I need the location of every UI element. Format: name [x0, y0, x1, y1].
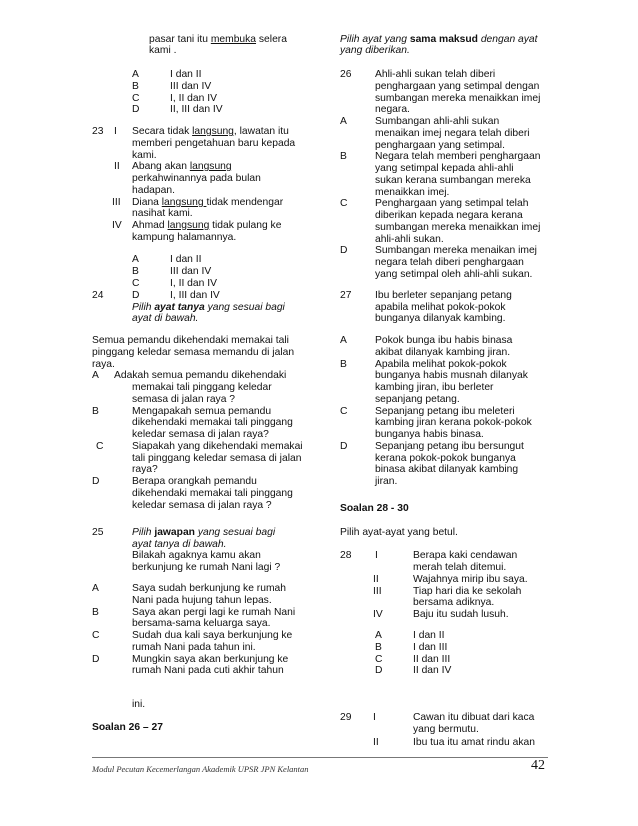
q25-option-letter: B	[92, 607, 99, 618]
q26-option-letter: C	[340, 198, 348, 209]
q25-instr-text: Pilih	[132, 527, 155, 538]
q28-option-letter: A	[375, 630, 382, 641]
q24-option-letter: B	[92, 406, 99, 417]
q25-option-letter: A	[92, 583, 99, 594]
q27-option-line: Pokok bunga ibu habis binasa	[375, 335, 513, 346]
q23-option-letter: C	[132, 278, 140, 289]
q23-statement-2-line-2: perkahwinannya pada bulan	[132, 173, 261, 184]
q22-option-letter: C	[132, 93, 140, 104]
q24-option-line: keledar semasa di jalan raya?	[132, 429, 269, 440]
q26-option-line: Sumbangan mereka menaikan imej	[375, 245, 537, 256]
q25-option-letter: C	[92, 630, 100, 641]
q29-statement-line: Cawan itu dibuat dari kaca	[413, 712, 535, 723]
q24-instruction-line-2: ayat di bawah.	[132, 313, 199, 324]
q28-roman: II	[373, 574, 379, 585]
q28-option-letter: D	[375, 665, 383, 676]
q26-option-line: sumbangan mereka menaikkan imej	[375, 222, 541, 233]
q24-passage-line: pinggang keledar semasa memandu di jalan	[92, 347, 295, 358]
q27-option-line: kerana pokok-pokok bunganya	[375, 453, 516, 464]
q24-option-line: tali pinggang keledar semasa di jalan	[132, 453, 302, 464]
q24-option-line: raya?	[132, 464, 158, 475]
q23-roman-3: III	[112, 197, 121, 208]
q28-roman: III	[373, 586, 382, 597]
q25-option-line: ini.	[132, 699, 146, 710]
q26-stem-line: penghargaan yang setimpal dengan	[375, 81, 540, 92]
q24-passage-line: raya.	[92, 359, 115, 370]
q25-number: 25	[92, 527, 104, 538]
q24-option-line: Berapa orangkah pemandu	[132, 476, 257, 487]
q27-option-letter: A	[340, 335, 347, 346]
q26-option-line: yang setimpal kepada ahli-ahli	[375, 163, 514, 174]
q25-option-line: Mungkin saya akan berkunjung ke	[132, 654, 289, 665]
q25-instr-bold: jawapan	[154, 527, 195, 538]
q23-s2-underlined: langsung	[189, 161, 232, 172]
q22-stem-line-2: kami .	[149, 45, 177, 56]
q24-option-line: Adakah semua pemandu dikehendaki	[114, 370, 287, 381]
q27-option-line: bunganya habis musnah dilanyak	[375, 370, 528, 381]
q23-s4-text-2: tidak pulang ke	[209, 220, 282, 231]
q26-stem-line: sumbangan mereka menaikkan imej	[375, 93, 541, 104]
q24-option-letter: C	[96, 441, 104, 452]
q27-option-letter: B	[340, 359, 347, 370]
q22-stem-text: pasar tani itu	[149, 34, 211, 45]
q23-option-letter: B	[132, 266, 139, 277]
q29-roman: II	[373, 737, 379, 748]
q28-statement-line: Tiap hari dia ke sekolah	[413, 586, 522, 597]
q28-roman: I	[375, 550, 378, 561]
q22-option-text: I dan II	[170, 69, 202, 80]
q25-option-line: rumah Nani pada cuti akhir tahun	[132, 665, 284, 676]
q27-option-line: kambing jiran, ibu berleter	[375, 382, 494, 393]
q22-option-letter: D	[132, 104, 140, 115]
q27-option-line: akibat dilanyak kambing jiran.	[375, 347, 511, 358]
q23-statement-1	[132, 126, 289, 138]
q27-option-line: Apabila melihat pokok-pokok	[375, 359, 507, 370]
q25-question-line: Bilakah agaknya kamu akan	[132, 550, 261, 561]
q26-option-line: penghargaan yang setimpal.	[375, 140, 505, 151]
q27-option-line: bunganya habis binasa.	[375, 429, 484, 440]
q24-option-line: keledar semasa di jalan raya ?	[132, 500, 272, 511]
q27-stem-line: Ibu berleter sepanjang petang	[375, 290, 512, 301]
q25-question-line: berkunjung ke rumah Nani lagi ?	[132, 562, 281, 573]
q28-option-text: I dan III	[413, 642, 448, 653]
q27-option-line: sepanjang petang.	[375, 394, 460, 405]
q25-option-letter: D	[92, 654, 100, 665]
q29-number: 29	[340, 712, 352, 723]
instr-text: Pilih ayat yang	[340, 34, 410, 45]
q26-27-instruction-line-2: yang diberikan.	[340, 45, 410, 56]
instr-text-2: dengan ayat	[477, 34, 538, 45]
q23-roman-4: IV	[112, 220, 122, 231]
q24-number: 24	[92, 290, 104, 301]
q26-option-letter: B	[340, 151, 347, 162]
q24-instr-text-2: yang sesuai bagi	[204, 302, 285, 313]
q26-option-line: ahli-ahli sukan.	[375, 234, 444, 245]
q25-instr-text-2: yang sesuai bagi	[194, 527, 276, 538]
q25-option-line: Nani pada hujung tahun lepas.	[132, 595, 272, 606]
q26-option-line: negara telah diberi penghargaan	[375, 257, 524, 268]
q26-option-line: menaikkan imej.	[375, 187, 450, 198]
q26-option-line: diberikan kepada negara kerana	[375, 210, 523, 221]
q28-statement-line: Baju itu sudah lusuh.	[413, 609, 509, 620]
q24-option-letter: D	[92, 476, 100, 487]
q22-option-text: II, III dan IV	[170, 104, 223, 115]
footer-text: Modul Pecutan Kecemerlangan Akademik UPSR JPN Kelantan	[92, 764, 309, 774]
q24-instr-bold: ayat tanya	[154, 302, 205, 313]
q23-s2-text: Abang akan	[132, 161, 190, 172]
q26-number: 26	[340, 69, 352, 80]
q22-stem-text-2: selera	[256, 34, 287, 45]
q24-option-line: Siapakah yang dikehendaki memakai	[132, 441, 303, 452]
q28-number: 28	[340, 550, 352, 561]
q24-option-letter: A	[92, 370, 99, 381]
q23-roman-2: II	[114, 161, 120, 172]
q24-option-line: Mengapakah semua pemandu	[132, 406, 272, 417]
q26-option-line: Sumbangan ahli-ahli sukan	[375, 116, 500, 127]
q29-roman: I	[373, 712, 376, 723]
q29-statement-line: Ibu tua itu amat rindu akan	[413, 737, 535, 748]
instr-bold: sama maksud	[409, 34, 478, 45]
q23-statement-1-line-3: kami.	[132, 150, 157, 161]
q27-stem-line: apabila melihat pokok-pokok	[375, 302, 506, 313]
q26-option-line: sukan kerana sumbangan mereka	[375, 175, 531, 186]
q23-s3-underlined: langsung	[161, 197, 207, 208]
q22-stem-underlined: membuka	[210, 34, 257, 45]
q23-option-text: I, II dan IV	[170, 278, 217, 289]
q23-option-text: III dan IV	[170, 266, 212, 277]
q23-statement-2-line-3: hadapan.	[132, 185, 175, 196]
q23-option-letter: A	[132, 254, 139, 265]
q26-stem-line: negara.	[375, 104, 410, 115]
q26-option-letter: A	[340, 116, 347, 127]
q28-statement-line: Berapa kaki cendawan	[413, 550, 518, 561]
q26-option-line: Penghargaan yang setimpal telah	[375, 198, 529, 209]
q27-stem-line: bunganya dilanyak kambing.	[375, 313, 506, 324]
q26-option-line: menaikan imej negara telah diberi	[375, 128, 530, 139]
q23-s3-text: Diana	[132, 197, 162, 208]
q26-stem-line: Ahli-ahli sukan telah diberi	[375, 69, 496, 80]
q28-option-text: II dan III	[413, 654, 451, 665]
q23-statement-1-line-2: memberi pengetahuan baru kepada	[132, 138, 296, 149]
q24-instr-text: Pilih	[132, 302, 155, 313]
q28-option-text: I dan II	[413, 630, 445, 641]
q27-option-line: jiran.	[375, 476, 398, 487]
q25-option-line: rumah Nani pada tahun ini.	[132, 642, 256, 653]
q27-option-line: Sepanjang petang ibu bersungut	[375, 441, 524, 452]
footer-rule	[92, 757, 548, 758]
q23-statement-4-line-2: kampung halamannya.	[132, 232, 237, 243]
q22-option-text: I, II dan IV	[170, 93, 217, 104]
q23-s4-text: Ahmad	[132, 220, 168, 231]
q28-option-text: II dan IV	[413, 665, 452, 676]
q24-passage-line: Semua pemandu dikehendaki memakai tali	[92, 335, 289, 346]
q25-instruction-line-2: ayat tanya di bawah.	[132, 539, 227, 550]
q23-statement-2	[132, 161, 232, 173]
q26-option-letter: D	[340, 245, 348, 256]
q24-option-line: dikehendaki memakai tali pinggang	[132, 417, 293, 428]
q23-s1-text: Secara tidak	[132, 126, 193, 137]
q27-option-letter: C	[340, 406, 348, 417]
q28-roman: IV	[373, 609, 383, 620]
section-heading-26-27: Soalan 26 – 27	[92, 722, 163, 733]
q23-option-text: I, III dan IV	[170, 290, 220, 301]
q28-option-letter: C	[375, 654, 383, 665]
q23-s1-underlined: langsung	[192, 126, 234, 137]
q25-instruction	[132, 527, 275, 539]
q24-option-line: semasa di jalan raya ?	[132, 394, 236, 405]
q24-option-line: memakai tali pinggang keledar	[132, 382, 272, 393]
q28-30-instruction: Pilih ayat-ayat yang betul.	[340, 527, 458, 538]
q27-option-line: binasa akibat dilanyak kambing	[375, 464, 519, 475]
q23-option-letter: D	[132, 290, 140, 301]
q25-option-line: bersama-sama keluarga saya.	[132, 618, 271, 629]
q23-statement-4	[132, 220, 281, 232]
q25-option-line: Saya akan pergi lagi ke rumah Nani	[132, 607, 296, 618]
q25-option-line: Sudah dua kali saya berkunjung ke	[132, 630, 293, 641]
q23-s4-underlined: langsung	[167, 220, 210, 231]
q22-option-letter: A	[132, 69, 139, 80]
q23-number: 23	[92, 126, 104, 137]
q27-number: 27	[340, 290, 352, 301]
q23-s3-text-2: tidak mendengar	[206, 197, 284, 208]
q28-statement-line: Wajahnya mirip ibu saya.	[413, 574, 528, 585]
q23-statement-3-line-2: nasihat kami.	[132, 208, 193, 219]
q29-statement-line: yang bermutu.	[413, 724, 479, 735]
q28-option-letter: B	[375, 642, 382, 653]
q24-option-line: dikehendaki memakai tali pinggang	[132, 488, 293, 499]
page-number: 42	[531, 758, 545, 773]
q25-option-line: Saya sudah berkunjung ke rumah	[132, 583, 286, 594]
q23-s1-text-2: , lawatan itu	[233, 126, 289, 137]
q27-option-letter: D	[340, 441, 348, 452]
q23-roman-1: I	[114, 126, 117, 137]
q27-option-line: kambing jiran kerana pokok-pokok	[375, 417, 532, 428]
section-heading-28-30: Soalan 28 - 30	[340, 503, 409, 514]
q26-option-line: yang setimpal oleh ahli-ahli sukan.	[375, 269, 533, 280]
q22-option-letter: B	[132, 81, 139, 92]
q27-option-line: Sepanjang petang ibu meleteri	[375, 406, 515, 417]
q26-option-line: Negara telah memberi penghargaan	[375, 151, 541, 162]
q23-option-text: I dan II	[170, 254, 202, 265]
q28-statement-line: bersama adiknya.	[413, 597, 495, 608]
q28-statement-line: merah telah ditemui.	[413, 562, 507, 573]
q22-option-text: III dan IV	[170, 81, 212, 92]
